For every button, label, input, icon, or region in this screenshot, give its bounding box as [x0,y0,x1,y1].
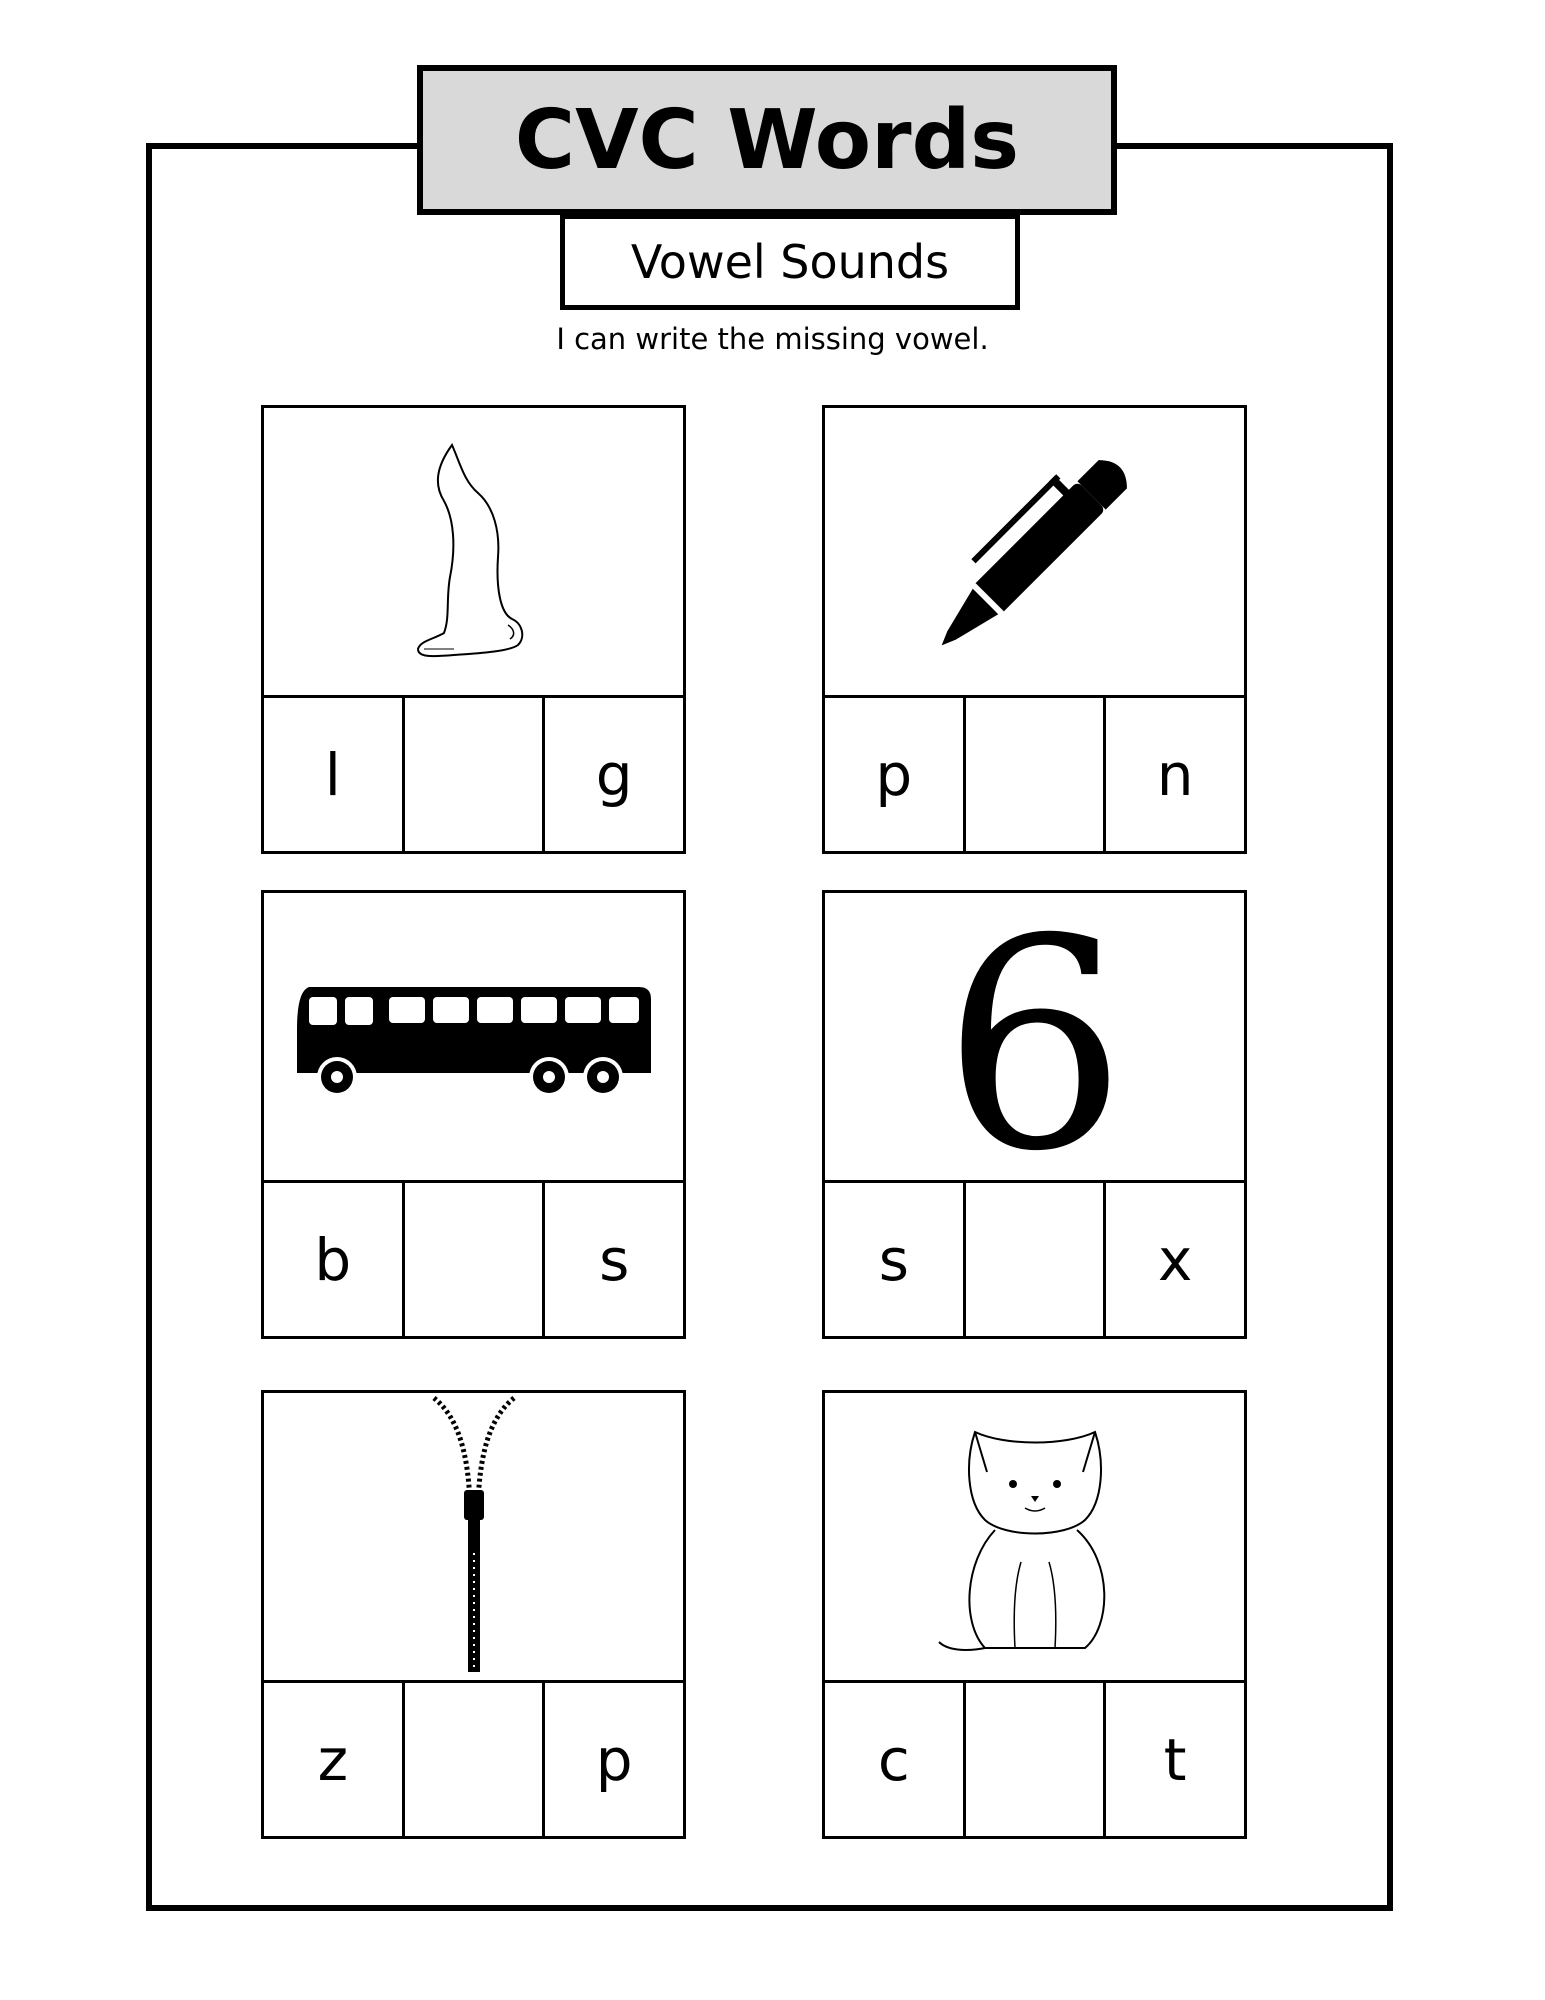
subtitle-box [560,214,1020,310]
picture-area [264,893,683,1183]
first-letter: b [314,1225,352,1294]
first-letter: p [875,740,913,809]
letter-row [825,1183,1244,1336]
title-text: CVC Words [514,92,1020,188]
last-letter: s [542,1183,683,1336]
vowel-blank[interactable] [963,1183,1104,1336]
last-letter: n [1103,698,1244,851]
six-numeral: 6 [942,877,1127,1215]
last-letter: x [1103,1183,1244,1336]
word-card-six [822,877,1247,1339]
vowel-blank[interactable] [963,698,1104,851]
first-letter: s [878,1225,909,1294]
word-card-zip [261,1390,686,1839]
last-letter: p [542,1683,683,1836]
first-letter: z [317,1725,349,1794]
word-card-leg [261,405,686,854]
letter-row [264,698,683,851]
vowel-blank[interactable] [402,1183,543,1336]
vowel-blank[interactable] [963,1683,1104,1836]
word-card-pen [822,405,1247,854]
letter-row [264,1183,683,1336]
picture-area [264,1393,683,1683]
leg-icon [414,437,534,667]
picture-area [264,408,683,698]
picture-area [825,408,1244,698]
zipper-icon [424,1394,524,1679]
subtitle-text: Vowel Sounds [630,235,950,289]
cat-icon [935,1412,1135,1662]
vowel-blank[interactable] [402,698,543,851]
bus-icon [289,977,659,1097]
picture-area [825,877,1244,1215]
last-letter: t [1103,1683,1244,1836]
page-title [417,65,1117,215]
vowel-blank[interactable] [402,1683,543,1836]
word-card-bus [261,890,686,1339]
first-letter: c [877,1725,910,1794]
letter-row [825,1683,1244,1836]
letter-row [264,1683,683,1836]
word-card-cat [822,1390,1247,1839]
letter-row [825,698,1244,851]
pen-icon [905,427,1165,677]
picture-area [825,1393,1244,1683]
first-letter: l [324,740,341,809]
instruction-text: I can write the missing vowel. [556,322,989,356]
last-letter: g [542,698,683,851]
